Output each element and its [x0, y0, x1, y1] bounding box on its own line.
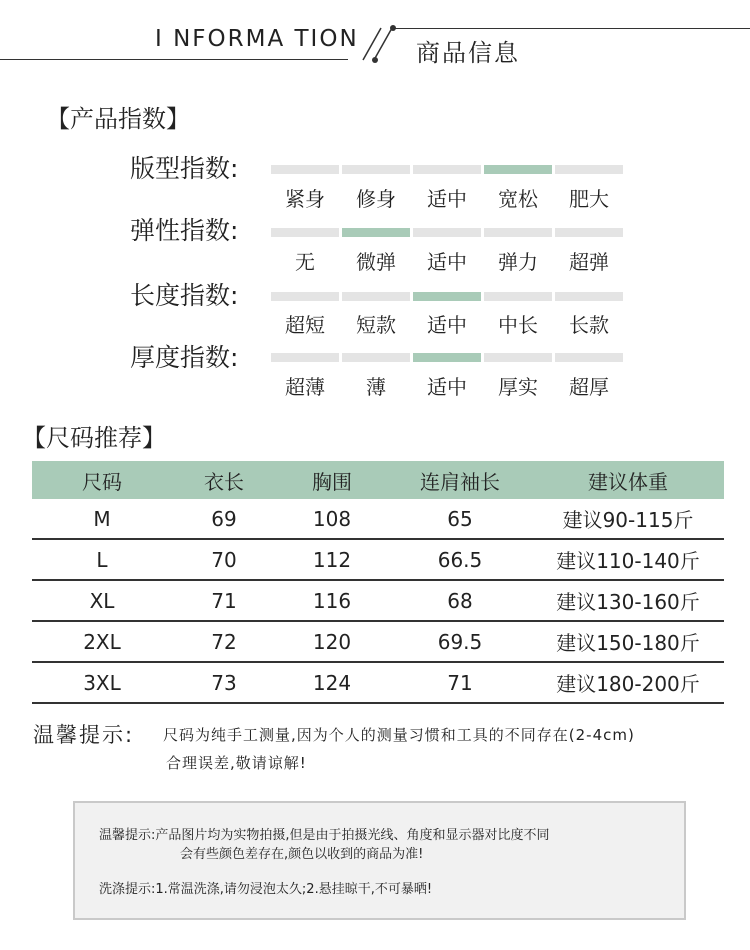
index-bar-segment	[555, 292, 623, 301]
table-cell: 116	[312, 588, 352, 613]
header-line-right	[392, 28, 750, 29]
table-cell: 66.5	[437, 547, 483, 572]
index-option: 超厚	[569, 375, 609, 399]
index-label: 长度指数:	[130, 281, 239, 310]
index-option: 长款	[569, 313, 609, 337]
notice-line-2: 会有些颜色差存在,颜色以收到的商品为准!	[180, 847, 424, 862]
index-option: 弹力	[498, 250, 538, 274]
table-row	[32, 581, 724, 622]
size-section-title: 【尺码推荐】	[22, 424, 166, 452]
index-option: 薄	[366, 375, 386, 399]
index-bar-segment	[555, 165, 623, 174]
index-label: 版型指数:	[130, 154, 239, 183]
header-line-left	[0, 59, 348, 60]
table-cell: 71	[447, 670, 473, 695]
index-option: 短款	[356, 313, 396, 337]
table-cell: 68	[447, 588, 473, 613]
table-cell: 73	[211, 670, 237, 695]
table-cell: L	[96, 547, 108, 572]
index-bar-segment	[342, 292, 410, 301]
index-option: 无	[295, 250, 315, 274]
size-table-body	[32, 499, 724, 704]
table-row	[32, 540, 724, 581]
index-option: 超薄	[285, 375, 325, 399]
index-option: 肥大	[569, 187, 609, 211]
index-option: 适中	[427, 187, 467, 211]
table-cell: 建议90-115斤	[562, 508, 694, 532]
notice-box	[73, 801, 686, 920]
table-cell: 建议130-160斤	[556, 590, 700, 614]
index-option: 超短	[285, 313, 325, 337]
index-section-title: 【产品指数】	[46, 105, 190, 133]
table-cell: 71	[211, 588, 237, 613]
table-cell: 124	[312, 670, 352, 695]
index-option: 宽松	[498, 187, 538, 211]
index-option: 适中	[427, 375, 467, 399]
index-bar-segment	[413, 228, 481, 237]
table-cell: 120	[312, 629, 352, 654]
table-cell: M	[93, 506, 111, 531]
notice-line-3: 洗涤提示:1.常温洗涤,请勿浸泡太久;2.悬挂晾干,不可暴晒!	[99, 882, 433, 897]
index-bar-segment	[484, 292, 552, 301]
index-option: 修身	[356, 187, 396, 211]
index-option: 中长	[498, 313, 538, 337]
table-cell: 112	[312, 547, 352, 572]
index-bar-segment	[555, 228, 623, 237]
header-title-en: I NFORMA TION	[155, 26, 359, 52]
tip-line-1: 尺码为纯手工测量,因为个人的测量习惯和工具的不同存在(2-4cm)	[163, 726, 635, 744]
table-row	[32, 663, 724, 704]
table-row	[32, 622, 724, 663]
index-option: 适中	[427, 313, 467, 337]
notice-line-1: 温馨提示:产品图片均为实物拍摄,但是由于拍摄光线、角度和显示器对比度不同	[99, 828, 550, 843]
table-cell: 3XL	[83, 670, 121, 695]
index-option: 微弹	[356, 250, 396, 274]
table-cell: 建议110-140斤	[556, 549, 700, 573]
index-option: 紧身	[285, 187, 325, 211]
size-table-header	[32, 461, 724, 499]
tip-line-2: 合理误差,敬请谅解!	[166, 754, 307, 772]
index-label: 厚度指数:	[130, 343, 239, 372]
column-header: 尺码	[82, 469, 122, 494]
header-title-cn: 商品信息	[416, 39, 520, 67]
index-option: 适中	[427, 250, 467, 274]
table-cell: 建议150-180斤	[556, 631, 700, 655]
index-option: 厚实	[498, 375, 538, 399]
table-cell: 2XL	[83, 629, 121, 654]
index-bar-segment-selected	[342, 228, 410, 237]
column-header: 建议体重	[588, 469, 668, 494]
table-cell: 69.5	[437, 629, 483, 654]
index-label: 弹性指数:	[130, 216, 239, 245]
index-bar-segment-selected	[413, 292, 481, 301]
table-cell: 70	[211, 547, 237, 572]
tip-label: 温馨提示:	[33, 723, 135, 747]
index-bar-segment	[555, 353, 623, 362]
index-bar-segment	[342, 353, 410, 362]
index-bar-segment	[413, 165, 481, 174]
column-header: 胸围	[312, 469, 352, 494]
column-header: 连肩袖长	[420, 469, 500, 494]
index-bar-segment	[484, 228, 552, 237]
table-cell: XL	[89, 588, 115, 613]
table-row	[32, 499, 724, 540]
table-cell: 建议180-200斤	[556, 672, 700, 696]
index-bar-segment	[271, 292, 339, 301]
header-slash-icon	[348, 24, 398, 66]
index-bar-segment	[271, 353, 339, 362]
table-cell: 69	[211, 506, 237, 531]
index-option: 超弹	[569, 250, 609, 274]
table-cell: 65	[447, 506, 473, 531]
index-bar-segment-selected	[413, 353, 481, 362]
index-bar-segment	[271, 228, 339, 237]
column-header: 衣长	[204, 469, 244, 494]
index-bar-segment	[484, 353, 552, 362]
index-bar-segment	[271, 165, 339, 174]
table-cell: 72	[211, 629, 237, 654]
size-table	[32, 461, 724, 704]
table-cell: 108	[312, 506, 352, 531]
index-bar-segment-selected	[484, 165, 552, 174]
index-bar-segment	[342, 165, 410, 174]
